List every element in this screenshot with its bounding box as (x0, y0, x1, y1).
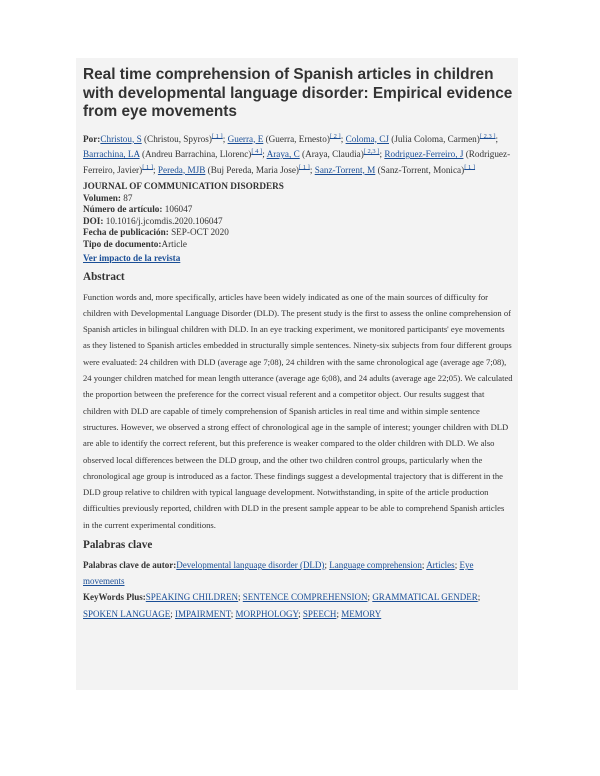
author-keyword-link[interactable]: Language comprehension (329, 560, 422, 571)
article-number-value: 106047 (162, 204, 193, 215)
keywords-plus-label: KeyWords Plus: (83, 592, 146, 603)
record-content (83, 66, 513, 622)
affiliation-reference[interactable]: [ 1 ] (211, 132, 223, 140)
keyword-separator: ; (336, 608, 342, 619)
keyword-separator: ; (170, 608, 176, 619)
keyword-separator: ; (454, 560, 460, 571)
author-keyword-link[interactable]: Developmental language disorder (DLD) (176, 560, 325, 571)
author-link[interactable]: Rodriguez-Ferreiro, J (384, 149, 464, 159)
keyword-separator: ; (238, 592, 243, 603)
journal-name: JOURNAL OF COMMUNICATION DISORDERS (83, 181, 284, 191)
abstract-text: Function words and, more specifically, articles have been widely indicated as one of the main sources of difficulty for children with Developmental Language Disorder (DLD). The present study is the first to assess the online comprehension of Spanish articles in bilingual children with DLD. In an eye tracking experiment, we monitored participants' eye movements as they listened to Spanish articles embedded in structurally simple sentences. Ninety-six subjects from four different groups were evaluated: 24 children with DLD (average age 7;08), 24 children with the same chronological age (average age 7;08), 24 younger children matched for mean length utterance (average age 6;08), and 24 adults (average age 22;05). We calculated the proportion between the preference for the correct visual referent and a competitor object. Our results suggest that children with DLD are capable of timely comprehension of Spanish articles in real time and within simple sentence structures. However, we observed a strong effect of chronological age in the sample of interest; younger children with DLD are able to identify the correct referent, but this preference is weaker compared to the older children with DLD. We also observed local differences between the DLD group, and the other two children control groups, particularly when the chronological age group is introduced as a factor. These findings suggest a developmental trajectory that is different in the DLD group relative to children with typical language development. Notwithstanding, in spite of the article production difficulties previously reported, children with DLD in the present sample appear to be able to comprehend Spanish articles in the current experimental conditions. (83, 291, 513, 530)
doi-label: DOI: (83, 215, 104, 226)
doi-value: 10.1016/j.jcomdis.2020.106047 (103, 215, 223, 226)
author-full-name: (Sanz-Torrent, Monica) (375, 164, 465, 175)
author-full-name: (Julia Coloma, Carmen) (388, 133, 480, 144)
authors-block (83, 132, 513, 179)
author-full-name: (Guerra, Ernesto) (263, 133, 330, 144)
journal-impact-link[interactable]: Ver impacto de la revista (83, 252, 181, 263)
author-separator: ; (262, 149, 267, 159)
author-link[interactable]: Barrachina, LA (83, 149, 140, 159)
author-keyword-link[interactable]: Articles (426, 560, 455, 571)
author-full-name: (Rodriguez-Ferreiro, Javier) (83, 149, 511, 175)
author-link[interactable]: Coloma, CJ (345, 133, 389, 144)
author-separator: ; (340, 133, 346, 144)
author-separator: ; (379, 149, 385, 159)
affiliation-reference[interactable]: [ 4 ] (251, 147, 263, 155)
document-type-label: Tipo de documento: (83, 238, 162, 249)
affiliation-reference[interactable]: [ 2,3 ] (479, 132, 496, 140)
author-full-name: (Araya, Claudia) (299, 149, 364, 159)
keyword-plus-link[interactable]: SPEAKING CHILDREN (145, 592, 239, 603)
affiliation-reference[interactable]: [ 2 ] (329, 132, 341, 140)
author-link[interactable]: Christou, S (100, 133, 142, 144)
article-number-label: Número de artículo: (83, 204, 163, 215)
author-keywords (83, 557, 513, 622)
publication-date-value: SEP-OCT 2020 (168, 227, 229, 238)
affiliation-reference[interactable]: [ 1 ] (464, 163, 476, 171)
author-link[interactable]: Guerra, E (227, 133, 264, 144)
article-title: Real time comprehension of Spanish articles in children with developmental language disorder: Empirical evidence from eye movements (83, 66, 513, 120)
keyword-separator: ; (367, 592, 373, 603)
publication-date-label: Fecha de publicación: (83, 227, 169, 238)
author-list (83, 134, 510, 175)
keyword-plus-link[interactable]: SENTENCE COMPREHENSION (242, 592, 368, 603)
author-full-name: (Buj Pereda, Maria Jose) (205, 164, 299, 175)
author-full-name: (Christou, Spyros) (141, 133, 212, 144)
keyword-separator: ; (298, 608, 303, 619)
volume-label: Volumen: (83, 192, 121, 203)
keyword-separator: ; (324, 560, 330, 571)
author-full-name: (Andreu Barrachina, Llorenc) (139, 149, 252, 159)
keyword-plus-link[interactable]: GRAMMATICAL GENDER (372, 592, 478, 603)
affiliation-reference[interactable]: [ 1 ] (142, 163, 154, 171)
author-link[interactable]: Araya, C (266, 149, 300, 159)
affiliation-reference[interactable]: [ 1 ] (299, 163, 310, 171)
author-separator: ; (222, 133, 228, 144)
affiliation-reference[interactable]: [ 2,3 ] (363, 147, 380, 155)
keyword-separator: ; (477, 592, 481, 603)
meta-block (83, 181, 513, 251)
keyword-plus-link[interactable]: SPOKEN LANGUAGE (83, 608, 171, 619)
authors-label: Por: (83, 133, 101, 144)
keyword-plus-link[interactable]: IMPAIRMENT (175, 608, 231, 619)
abstract-heading: Abstract (83, 270, 125, 283)
author-keywords-label: Palabras clave de autor: (83, 560, 177, 571)
keyword-separator: ; (421, 560, 427, 571)
keyword-plus-link[interactable]: MORPHOLOGY (235, 608, 299, 619)
keywords-heading: Palabras clave (83, 539, 153, 552)
keyword-plus-link[interactable]: MEMORY (341, 608, 382, 619)
author-link[interactable]: Sanz-Torrent, M (314, 164, 376, 175)
author-keyword-link[interactable]: Eye movements (83, 560, 474, 587)
author-separator: ; (309, 164, 315, 175)
keyword-plus-link[interactable]: SPEECH (302, 608, 337, 619)
author-link[interactable]: Pereda, MJB (157, 164, 206, 175)
volume-value: 87 (120, 192, 133, 203)
keyword-separator: ; (230, 608, 236, 619)
author-separator: ; (153, 164, 158, 175)
document-type-value: Article (161, 238, 187, 249)
author-separator: ; (495, 133, 499, 144)
